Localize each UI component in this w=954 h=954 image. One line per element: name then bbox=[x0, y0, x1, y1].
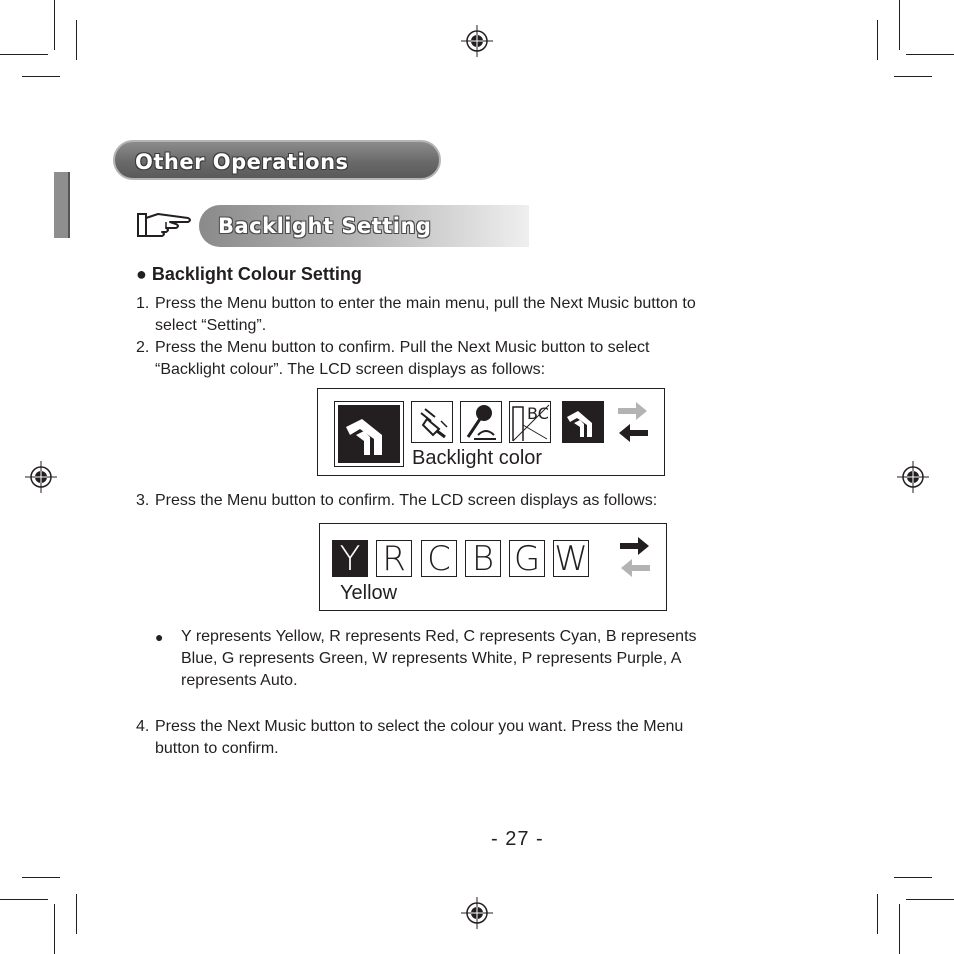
lcd-screen-colour bbox=[319, 523, 667, 611]
step-text-line: select “Setting”. bbox=[155, 317, 267, 334]
section-header bbox=[113, 140, 441, 180]
page-number: - 27 - bbox=[491, 828, 544, 850]
colour-option-y: Y bbox=[332, 540, 368, 577]
section-title: Other Operations bbox=[135, 150, 349, 174]
selected-icon-frame bbox=[334, 401, 404, 467]
side-tab-marker bbox=[54, 172, 70, 238]
step-text-line: Press the Next Music button to select the colour you want. Press the Menu bbox=[155, 718, 684, 735]
swap-arrows-icon bbox=[616, 399, 650, 445]
colour-option-w: W bbox=[554, 539, 588, 579]
step-number: 4. bbox=[136, 718, 150, 735]
lcd-screen-menu bbox=[317, 388, 665, 476]
subsection-title: Backlight Setting bbox=[218, 214, 432, 238]
step-number: 3. bbox=[136, 492, 150, 509]
step-text-line: Press the Menu button to confirm. The LCD screen displays as follows: bbox=[155, 492, 658, 509]
step-number: 1. bbox=[136, 295, 150, 312]
lcd-label: Backlight color bbox=[412, 447, 543, 469]
pointing-hand-icon bbox=[136, 210, 194, 240]
backlight-icon bbox=[338, 405, 400, 463]
registration-mark-icon bbox=[461, 897, 493, 929]
swap-arrows-icon bbox=[618, 534, 652, 580]
registration-mark-icon bbox=[461, 25, 493, 57]
note-line: Y represents Yellow, R represents Red, C represents Cyan, B represents bbox=[181, 628, 697, 645]
step-text-line: button to confirm. bbox=[155, 740, 279, 757]
step-text-line: Press the Menu button to enter the main menu, pull the Next Music button to bbox=[155, 295, 696, 312]
subsection-header bbox=[199, 205, 529, 247]
backlight-icon bbox=[562, 401, 604, 443]
note-line: Blue, G represents Green, W represents White, P represents Purple, A bbox=[181, 650, 682, 667]
lcd-label: Yellow bbox=[340, 582, 398, 604]
microphone-icon bbox=[460, 401, 502, 443]
plug-icon bbox=[411, 401, 453, 443]
colour-option-g: G bbox=[509, 540, 545, 577]
heading-backlight-colour: ● Backlight Colour Setting bbox=[136, 264, 362, 284]
note-bullet: ● bbox=[155, 629, 164, 645]
colour-option-b: B bbox=[465, 540, 501, 577]
colour-option-r: R bbox=[376, 540, 412, 577]
step-text-line: Press the Menu button to confirm. Pull the Next Music button to select bbox=[155, 339, 650, 356]
registration-mark-icon bbox=[25, 461, 57, 493]
abc-language-icon bbox=[509, 401, 551, 443]
step-text-line: “Backlight colour”. The LCD screen displays as follows: bbox=[155, 361, 546, 378]
note-line: represents Auto. bbox=[181, 672, 298, 689]
colour-option-c: C bbox=[421, 540, 457, 577]
registration-mark-icon bbox=[897, 461, 929, 493]
abc-icon-text: BC bbox=[527, 404, 549, 423]
step-number: 2. bbox=[136, 339, 150, 356]
